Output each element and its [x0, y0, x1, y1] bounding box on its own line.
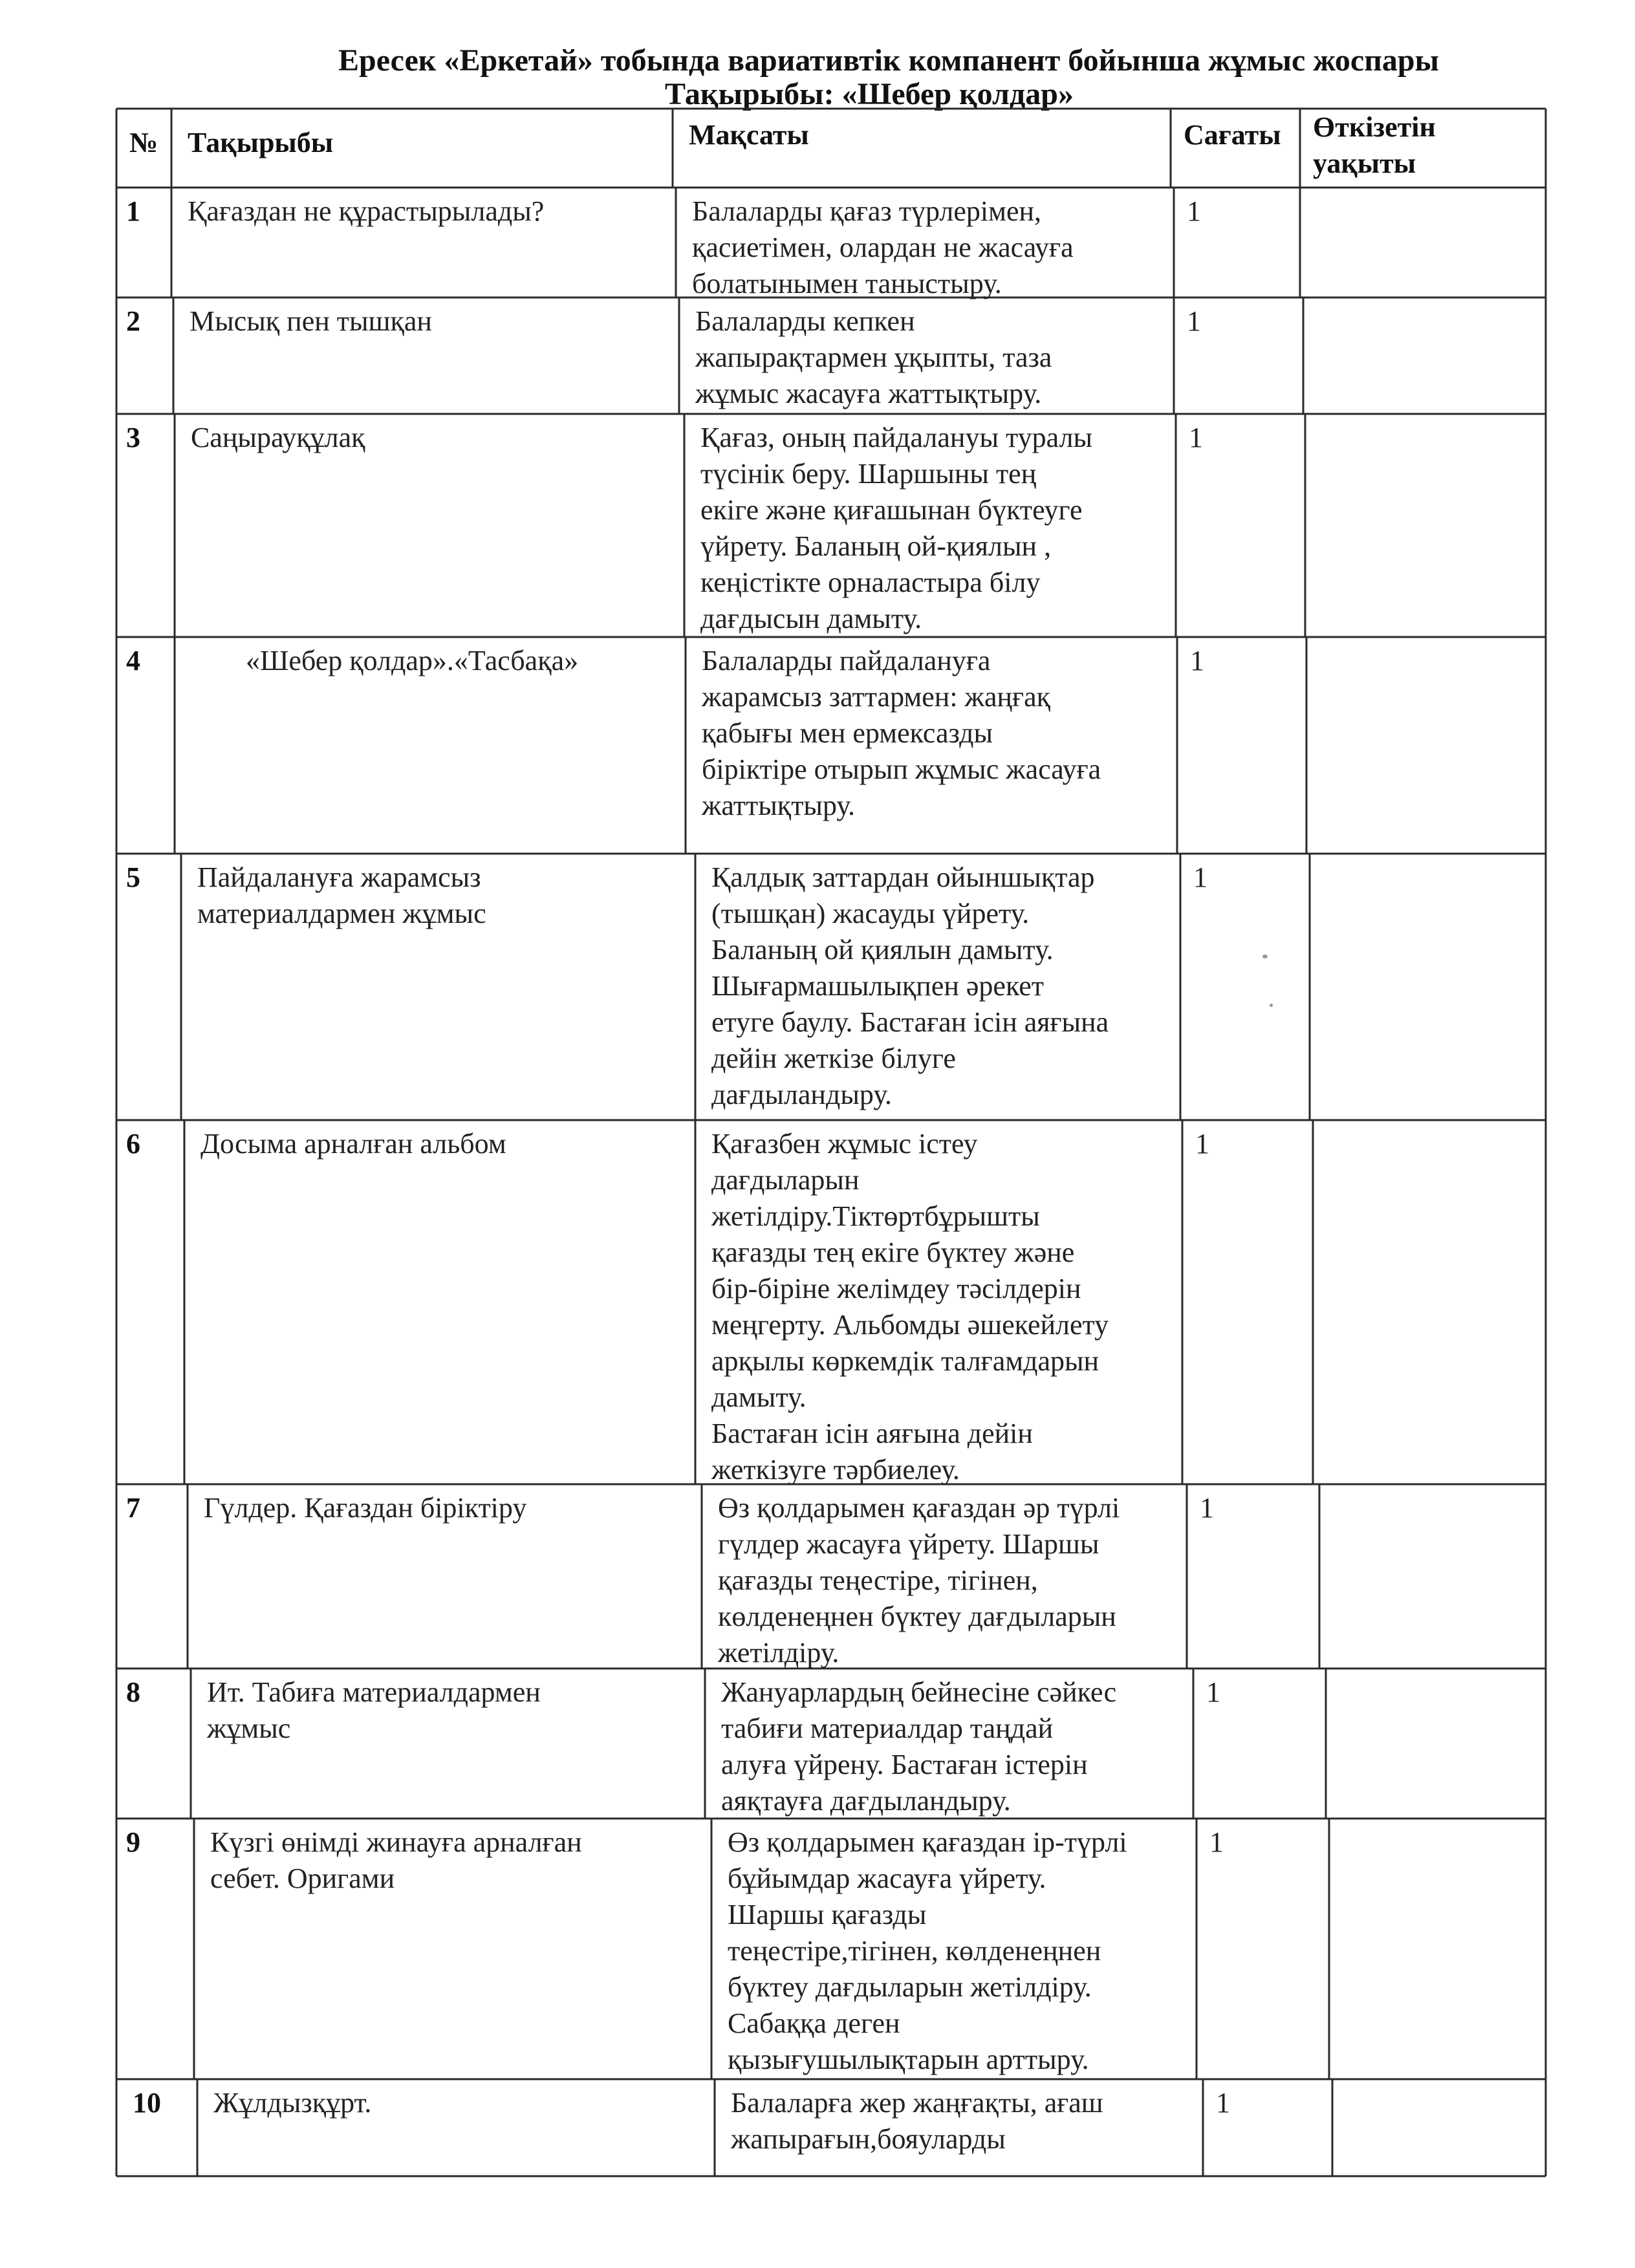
row-goal: жеткізуге тәрбиелеу. [711, 1454, 960, 1485]
row-number: 3 [126, 422, 140, 453]
row-goal: Балаларды кепкен [695, 305, 915, 337]
row-goal: жарамсыз заттармен: жаңғақ [702, 681, 1050, 713]
row-goal: дағдыландыру. [711, 1079, 892, 1110]
row-topic: Күзгі өнімді жинауға арналған [210, 1826, 582, 1858]
row-goal: (тышқан) жасауды үйрету. [711, 898, 1030, 929]
row-goal: Сабаққа деген [728, 2007, 900, 2039]
row-number: 9 [126, 1826, 140, 1858]
row-number: 1 [126, 195, 140, 227]
row-topic: материалдармен жұмыс [197, 898, 486, 929]
row-goal: дағдыларын [711, 1164, 860, 1196]
row-goal: жұмыс жасауға жаттықтыру. [695, 378, 1042, 409]
row-goal: қағазды тең екіге бүктеу және [711, 1237, 1075, 1268]
row-goal: табиғи материалдар таңдай [721, 1712, 1054, 1744]
row-topic: Қағаздан не құрастырылады? [188, 195, 545, 227]
row-goal: кеңістікте орналастыра білу [700, 567, 1041, 598]
header-topic: Тақырыбы [188, 127, 334, 158]
row-goal: үйрету. Баланың ой-қиялын , [700, 530, 1052, 562]
row-hours: 1 [1189, 422, 1203, 453]
row-topic: Пайдалануға жарамсыз [197, 861, 481, 893]
row-goal: етуге баулу. Бастаған ісін аяғына [711, 1006, 1109, 1038]
row-hours: 1 [1193, 861, 1207, 893]
row-goal: арқылы көркемдік талғамдарын [711, 1345, 1099, 1377]
row-goal: дейін жеткізе білуге [711, 1042, 956, 1074]
row-number: 6 [126, 1128, 140, 1160]
row-goal: Баланың ой қиялын дамыту. [711, 934, 1054, 966]
row-goal: жапырағын,бояуларды [731, 2123, 1006, 2155]
row-goal: жетілдіру.Тіктөртбұрышты [711, 1200, 1040, 1232]
row-topic: Жұлдызқұрт. [213, 2087, 372, 2119]
row-number: 4 [126, 645, 140, 676]
row-hours: 1 [1190, 645, 1204, 676]
header-time: Өткізетін [1313, 111, 1436, 143]
header-time: уақыты [1313, 147, 1416, 179]
row-goal: біріктіре отырып жұмыс жасауға [702, 753, 1101, 785]
row-topic: «Шебер қолдар».«Тасбақа» [246, 645, 579, 676]
row-goal: жапырақтармен ұқыпты, таза [695, 341, 1052, 373]
row-goal: Өз қолдарымен қағаздан әр түрлі [718, 1492, 1120, 1524]
row-number: 7 [126, 1492, 140, 1524]
row-goal: аяқтауға дағдыландыру. [721, 1785, 1011, 1817]
row-goal: екіге және қиғашынан бүктеуге [700, 494, 1083, 526]
row-goal: Балаларды пайдалануға [702, 645, 991, 676]
row-goal: Бастаған ісін аяғына дейін [711, 1418, 1033, 1449]
row-goal: жаттықтыру. [702, 790, 855, 821]
row-hours: 1 [1209, 1826, 1224, 1858]
row-goal: теңестіре,тігінен, көлденеңнен [728, 1935, 1101, 1967]
row-number: 5 [126, 861, 140, 893]
row-goal: Қағазбен жұмыс істеу [711, 1128, 978, 1160]
row-goal: Шығармашылықпен әрекет [711, 970, 1044, 1002]
row-goal: Жануарлардың бейнесіне сәйкес [721, 1676, 1117, 1708]
row-goal: Шаршы қағазды [728, 1899, 927, 1930]
row-number: 10 [133, 2087, 161, 2119]
row-goal: қабығы мен ермексазды [702, 717, 993, 749]
row-goal: бүктеу дағдыларын жетілдіру. [728, 1971, 1092, 2003]
row-goal: Қалдық заттардан ойыншықтар [711, 861, 1095, 893]
row-goal: дамыту. [711, 1381, 807, 1413]
row-goal: алуға үйрену. Бастаған істерін [721, 1749, 1088, 1780]
row-topic: Гүлдер. Қағаздан біріктіру [204, 1492, 527, 1524]
header-number: № [129, 127, 158, 158]
document-subtitle: Тақырыбы: «Шебер қолдар» [665, 77, 1074, 111]
row-goal: қасиетімен, олардан не жасауға [692, 232, 1074, 263]
row-goal: Балаларға жер жаңғақты, ағаш [731, 2087, 1103, 2119]
row-hours: 1 [1200, 1492, 1214, 1524]
row-goal: қызығушылықтарын арттыру. [728, 2044, 1089, 2075]
row-topic: Саңырауқұлақ [191, 422, 365, 453]
row-topic: Мысық пен тышқан [189, 305, 432, 337]
row-hours: 1 [1216, 2087, 1230, 2119]
row-topic: Досыма арналған альбом [200, 1128, 506, 1160]
row-goal: бір-біріне желімдеу тәсілдерін [711, 1273, 1081, 1304]
row-hours: 1 [1187, 305, 1201, 337]
row-goal: дағдысын дамыту. [700, 603, 922, 634]
document-title: Ересек «Еркетай» тобында вариативтік компанент бойынша жұмыс жоспары [338, 43, 1440, 78]
header-goal: Мақсаты [689, 119, 809, 151]
row-hours: 1 [1206, 1676, 1220, 1708]
row-hours: 1 [1187, 195, 1201, 227]
header-hours: Сағаты [1184, 119, 1281, 151]
row-goal: Өз қолдарымен қағаздан ір-түрлі [728, 1826, 1127, 1858]
row-goal: меңгерту. Альбомды әшекейлету [711, 1309, 1109, 1341]
row-goal: көлденеңнен бүктеу дағдыларын [718, 1601, 1116, 1632]
row-number: 2 [126, 305, 140, 337]
scan-speck [1270, 1004, 1273, 1007]
row-goal: бұйымдар жасауға үйрету. [728, 1863, 1046, 1894]
row-topic: себет. Оригами [210, 1863, 395, 1894]
row-goal: гүлдер жасауға үйрету. Шаршы [718, 1528, 1099, 1560]
scan-speck [1262, 955, 1268, 958]
row-number: 8 [126, 1676, 140, 1708]
row-goal: түсінік беру. Шаршыны тең [700, 458, 1037, 490]
row-hours: 1 [1195, 1128, 1209, 1160]
row-topic: жұмыс [207, 1712, 291, 1744]
row-goal: болатынымен таныстыру. [692, 268, 1002, 299]
row-goal: жетілдіру. [718, 1637, 839, 1669]
row-topic: Ит. Табиға материалдармен [207, 1676, 541, 1708]
row-goal: Балаларды қағаз түрлерімен, [692, 195, 1042, 227]
row-goal: Қағаз, оның пайдалануы туралы [700, 422, 1093, 453]
row-goal: қағазды теңестіре, тігінен, [718, 1564, 1038, 1596]
